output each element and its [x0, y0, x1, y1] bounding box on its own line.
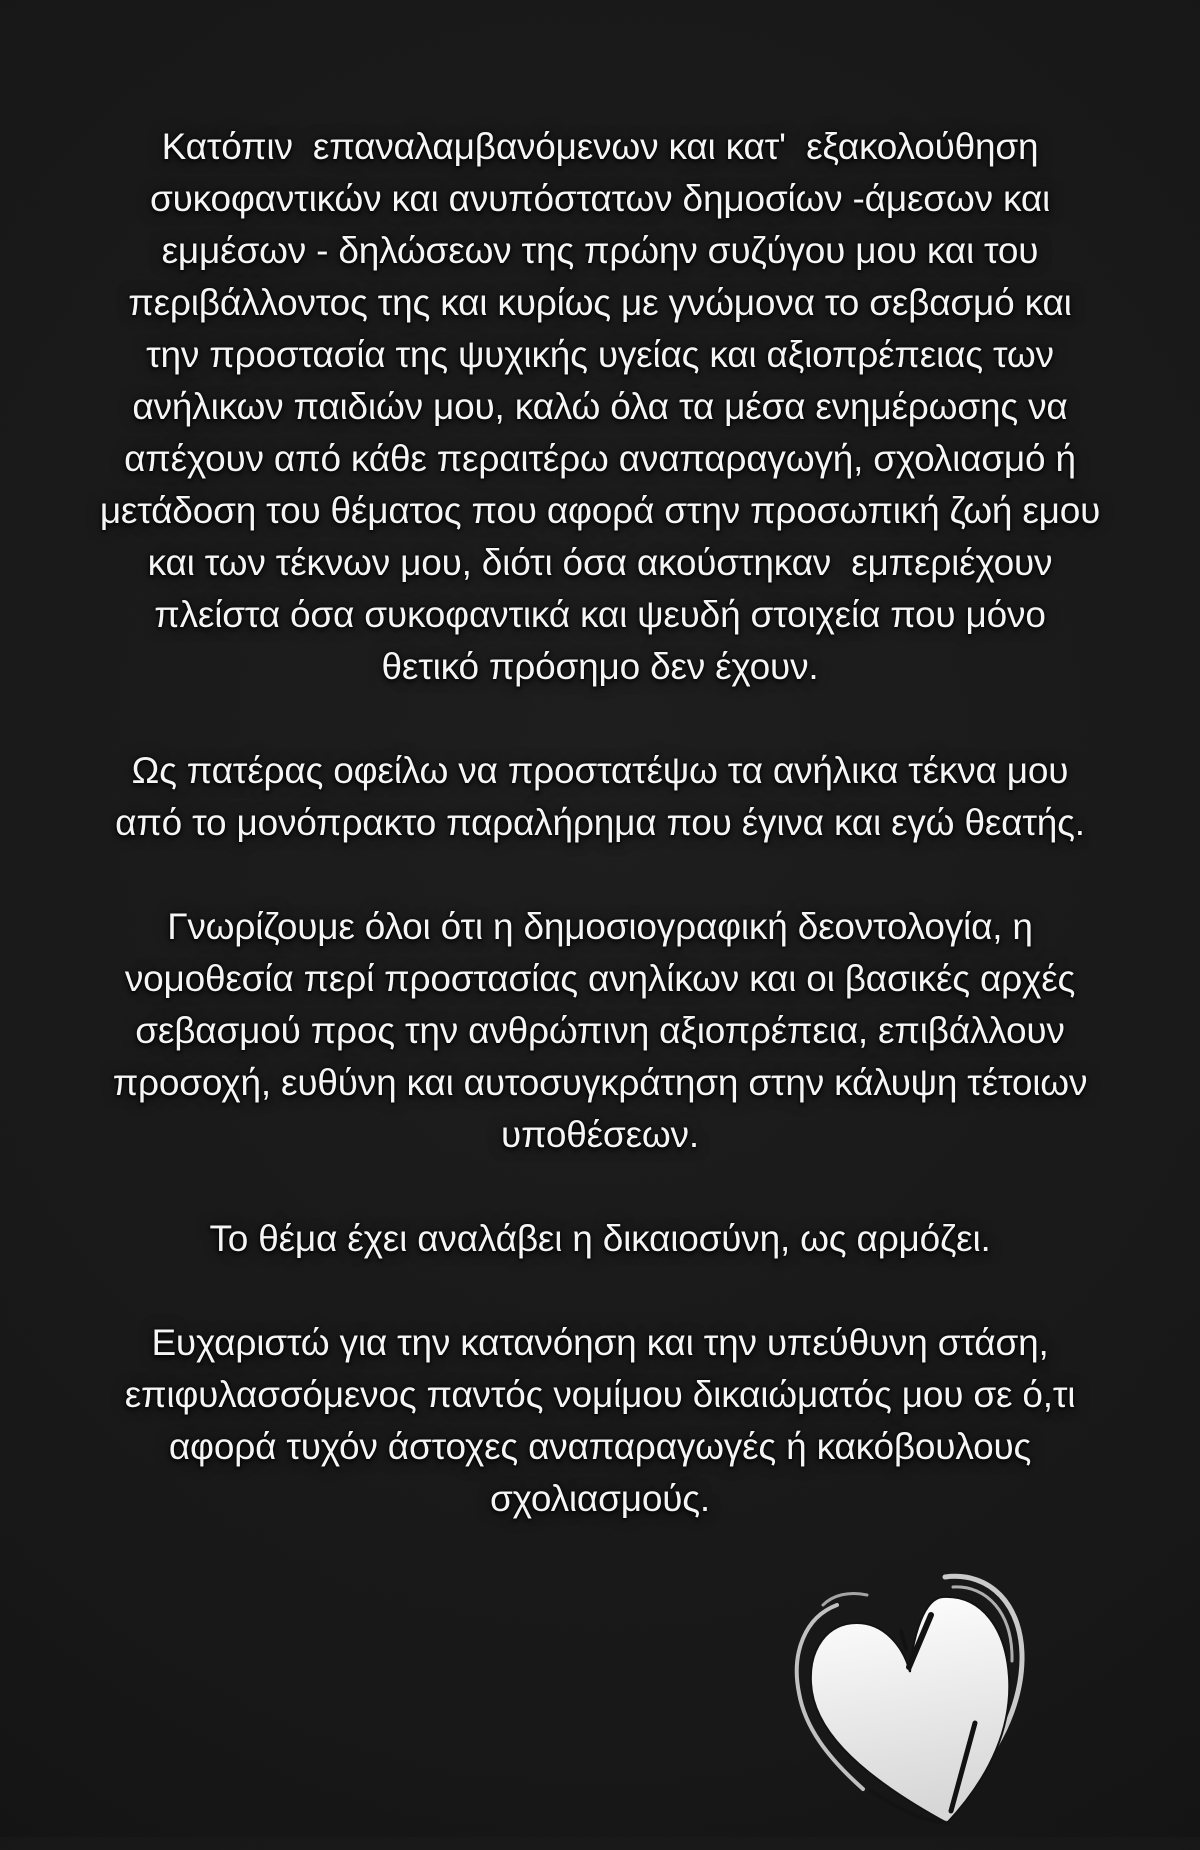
- statement-line: υποθέσεων.: [501, 1114, 699, 1155]
- statement-paragraph: [0, 901, 1200, 1161]
- statement-line: Ευχαριστώ για την κατανόηση και την υπεύθυνη στάση,: [151, 1322, 1049, 1363]
- statement-line: Κατόπιν επαναλαμβανόμενων και κατ' εξακολούθηση: [161, 126, 1039, 167]
- statement-line: εμμέσων - δηλώσεων της πρώην συζύγου μου και του: [161, 230, 1039, 271]
- statement-line: ανήλικων παιδιών μου, καλώ όλα τα μέσα ενημέρωσης να: [132, 386, 1068, 427]
- hand-drawn-heart-graphic: [775, 1565, 1045, 1850]
- statement-line: προσοχή, ευθύνη και αυτοσυγκράτηση στην κάλυψη τέτοιων: [112, 1062, 1088, 1103]
- statement-line: και των τέκνων μου, διότι όσα ακούστηκαν εμπεριέχουν: [147, 542, 1053, 583]
- statement-line: σεβασμού προς την ανθρώπινη αξιοπρέπεια, επιβάλλουν: [135, 1010, 1065, 1051]
- heart-icon: [775, 1565, 1045, 1850]
- statement-line: περιβάλλοντος της και κυρίως με γνώμονα το σεβασμό και: [128, 282, 1072, 323]
- statement-line: θετικό πρόσημο δεν έχουν.: [381, 646, 819, 687]
- statement-line: συκοφαντικών και ανυπόστατων δημοσίων -άμεσων και: [149, 178, 1051, 219]
- statement-line: νομοθεσία περί προστασίας ανηλίκων και οι βασικές αρχές: [124, 958, 1076, 999]
- statement-line: Γνωρίζουμε όλοι ότι η δημοσιογραφική δεοντολογία, η: [167, 906, 1033, 947]
- statement-paragraph: [0, 121, 1200, 693]
- statement-line: επιφυλασσόμενος παντός νομίμου δικαιώματός μου σε ό,τι: [124, 1374, 1076, 1415]
- statement-line: Ως πατέρας οφείλω να προστατέψω τα ανήλικα τέκνα μου: [131, 750, 1069, 791]
- statement-line: απέχουν από κάθε περαιτέρω αναπαραγωγή, σχολιασμό ή: [124, 438, 1076, 479]
- statement-paragraph: [0, 1213, 1200, 1265]
- statement-line: πλείστα όσα συκοφαντικά και ψευδή στοιχεία που μόνο: [154, 594, 1046, 635]
- statement-line: την προστασία της ψυχικής υγείας και αξιοπρέπειας των: [146, 334, 1054, 375]
- statement-paragraph: [0, 1317, 1200, 1525]
- statement-line: σχολιασμούς.: [490, 1478, 710, 1519]
- statement-line: μετάδοση του θέματος που αφορά στην προσωπική ζωή εμου: [99, 490, 1101, 531]
- statement-paragraph: [0, 745, 1200, 849]
- statement-line: αφορά τυχόν άστοχες αναπαραγωγές ή κακόβουλους: [168, 1426, 1032, 1467]
- statement-line: Το θέμα έχει αναλάβει η δικαιοσύνη, ως αρμόζει.: [209, 1218, 991, 1259]
- statement-line: από το μονόπρακτο παραλήρημα που έγινα και εγώ θεατής.: [115, 802, 1085, 843]
